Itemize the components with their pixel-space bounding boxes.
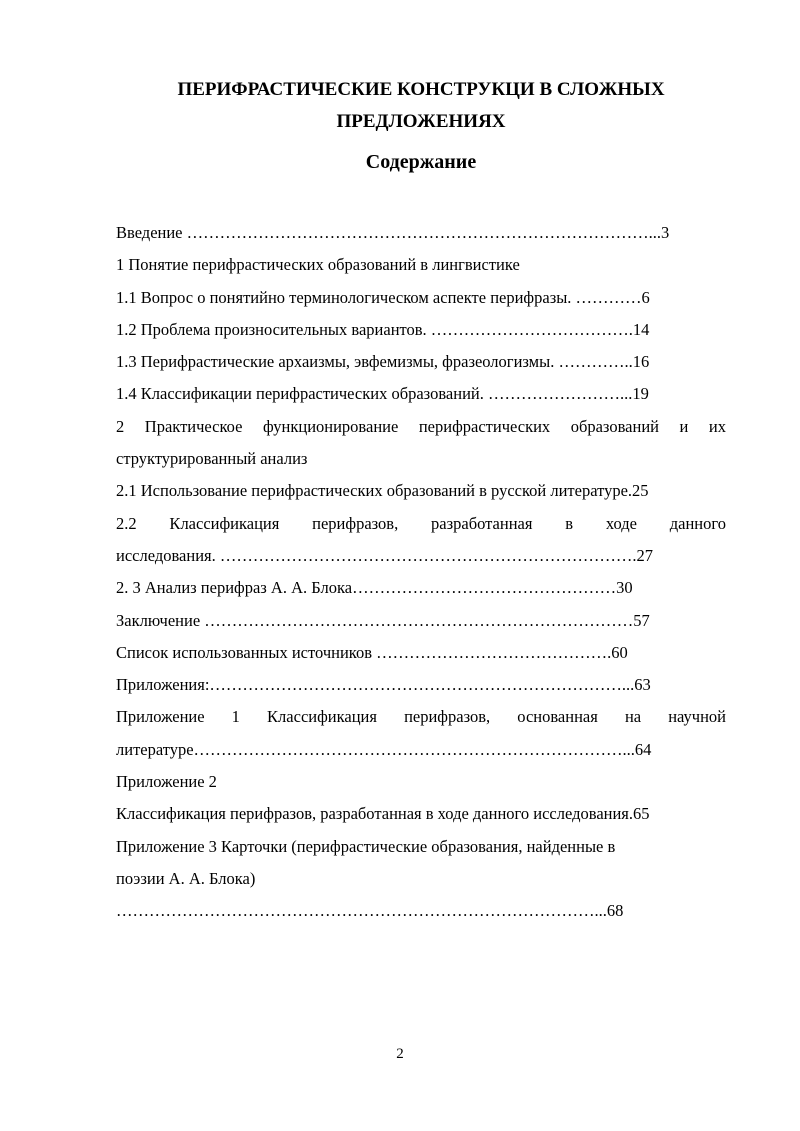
toc-entry-2-2: 2.2 Классификация перифразов, разработанная в ходе данного <box>116 513 726 533</box>
toc-entry-1-1: 1.1 Вопрос о понятийно терминологическом аспекте перифразы. …………6 <box>116 287 650 307</box>
toc-entry-chapter-1: 1 Понятие перифрастических образований в лингвистике <box>116 255 520 275</box>
document-title-line-2: ПРЕДЛОЖЕНИЯХ <box>336 111 506 132</box>
toc-entry-chapter-2: 2 Практическое функционирование перифрастических образований и их <box>116 416 726 436</box>
toc-entry-1-3: 1.3 Перифрастические архаизмы, эвфемизмы, фразеологизмы. …………..16 <box>116 352 650 372</box>
toc-entry-appendix-3-cont: поэзии А. А. Блока) <box>116 868 256 888</box>
contents-heading: Содержание <box>365 151 477 173</box>
document-title-line-1: ПЕРИФРАСТИЧЕСКИЕ КОНСТРУКЦИ В СЛОЖНЫХ <box>177 79 665 100</box>
toc-entry-appendix-3-page: ……………………………………………………………………………...68 <box>116 901 624 921</box>
toc-entry-2-1: 2.1 Использование перифрастических образований в русской литературе.25 <box>116 481 649 501</box>
toc-entry-appendix-2: Приложение 2 <box>116 772 217 792</box>
toc-entry-1-4: 1.4 Классификации перифрастических образований. ……………………...19 <box>116 384 649 404</box>
toc-entry-chapter-2-cont: структурированный анализ <box>116 449 308 469</box>
toc-entry-appendix-2-cont: Классификация перифразов, разработанная в ходе данного исследования.65 <box>116 804 650 824</box>
toc-entry-1-2: 1.2 Проблема произносительных вариантов. ……………………………….14 <box>116 319 650 339</box>
toc-entry-conclusion: Заключение ……………………………………………………………………57 <box>116 610 650 630</box>
page-number: 2 <box>396 1046 404 1062</box>
toc-entry-appendices: Приложения:…………………………………………………………………...63 <box>116 675 651 695</box>
toc-entry-introduction: Введение …………………………………………………………………………...3 <box>116 223 670 242</box>
toc-entry-appendix-1: Приложение 1 Классификация перифразов, основанная на научной <box>116 707 726 727</box>
toc-entry-appendix-1-cont: литературе……………………………………………………………………...64 <box>116 739 652 759</box>
toc-entry-appendix-3: Приложение 3 Карточки (перифрастические образования, найденные в <box>116 836 616 856</box>
toc-entry-2-2-cont: исследования. ………………………………………………………………….27 <box>116 545 653 565</box>
toc-entry-2-3: 2. 3 Анализ перифраз А. А. Блока…………………………………………30 <box>116 578 633 598</box>
table-of-contents <box>116 217 726 928</box>
toc-entry-references: Список использованных источников …………………………………….60 <box>116 642 628 662</box>
